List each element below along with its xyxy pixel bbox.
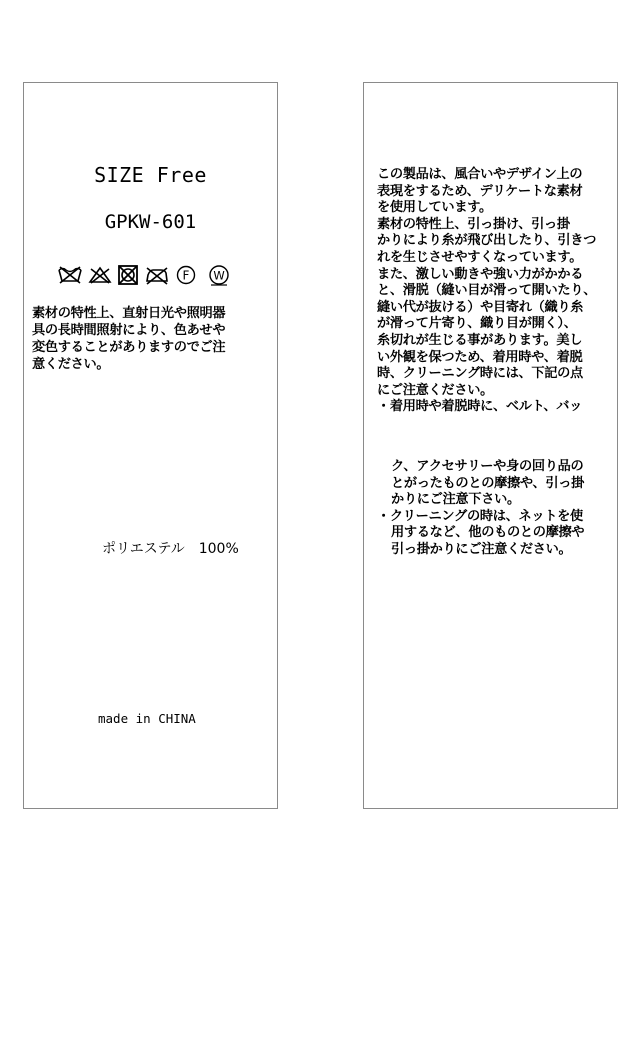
care-label-left bbox=[23, 82, 278, 809]
notice-line: にご注意ください。 bbox=[377, 382, 493, 398]
notice-line: ・着用時や着脱時に、ベルト、バッ bbox=[377, 399, 583, 415]
fiber-composition: ポリエステル 100% bbox=[102, 541, 239, 557]
notice-line: と、滑脱（縫い目が滑って開いたり、 bbox=[377, 283, 597, 299]
notice-line: かりにご注意下さい。 bbox=[391, 492, 520, 508]
notice-line: 表現をするため、デリケートな素材 bbox=[377, 183, 583, 199]
notice-line: 素材の特性上、引っ掛け、引っ掛 bbox=[377, 216, 570, 232]
product-code: GPKW-601 bbox=[104, 211, 197, 233]
notice-line: 引っ掛かりにご注意ください。 bbox=[391, 541, 572, 557]
notice-line: 糸切れが生じる事があります。美し bbox=[377, 332, 583, 348]
notice-line: 用するなど、他のものとの摩擦や bbox=[391, 525, 585, 541]
warning-line: 具の長時間照射により、色あせや bbox=[32, 323, 226, 338]
notice-line: ・クリーニングの時は、ネットを使 bbox=[377, 508, 583, 524]
notice-line: とがったものとの摩擦や、引っ掛 bbox=[391, 475, 585, 491]
wash-prohibited-icon bbox=[57, 265, 83, 285]
warning-line: 素材の特性上、直射日光や照明器 bbox=[32, 306, 226, 321]
warning-line: 意ください。 bbox=[32, 357, 110, 372]
size-text: SIZE Free bbox=[94, 163, 207, 187]
notice-line: を使用しています。 bbox=[377, 200, 492, 216]
notice-line: この製品は、風合いやデザイン上の bbox=[377, 167, 583, 182]
care-notice-block-1 bbox=[377, 167, 615, 416]
svg-text:W: W bbox=[213, 268, 225, 283]
tumble-dry-prohibited-icon bbox=[117, 264, 139, 286]
notice-line: が滑って片寄り、織り目が開く）、 bbox=[377, 316, 577, 332]
notice-line: れを生じさせやすくなっています。 bbox=[377, 249, 583, 265]
svg-text:F: F bbox=[182, 268, 190, 283]
wet-clean-w-icon bbox=[206, 264, 232, 286]
notice-line: かりにより糸が飛び出したり、引きつ bbox=[377, 233, 597, 249]
notice-line: い外観を保つため、着用時や、着脱 bbox=[377, 349, 583, 365]
notice-line: 縫い代が抜ける）や目寄れ（織り糸 bbox=[377, 299, 584, 315]
iron-prohibited-icon bbox=[144, 265, 170, 285]
notice-line: また、激しい動きや強い力がかかる bbox=[377, 266, 584, 282]
dry-clean-f-icon bbox=[175, 264, 197, 286]
light-warning-text bbox=[32, 305, 272, 373]
care-label-right bbox=[363, 82, 618, 809]
notice-line: 時、クリーニング時には、下記の点 bbox=[377, 366, 583, 382]
country-of-origin: made in CHINA bbox=[98, 711, 196, 726]
care-notice-block-2 bbox=[377, 459, 615, 559]
notice-line: ク、アクセサリーや身の回り品の bbox=[391, 459, 584, 474]
warning-line: 変色することがありますのでご注 bbox=[32, 340, 226, 355]
care-symbols bbox=[57, 264, 232, 286]
bleach-prohibited-icon bbox=[88, 265, 112, 285]
